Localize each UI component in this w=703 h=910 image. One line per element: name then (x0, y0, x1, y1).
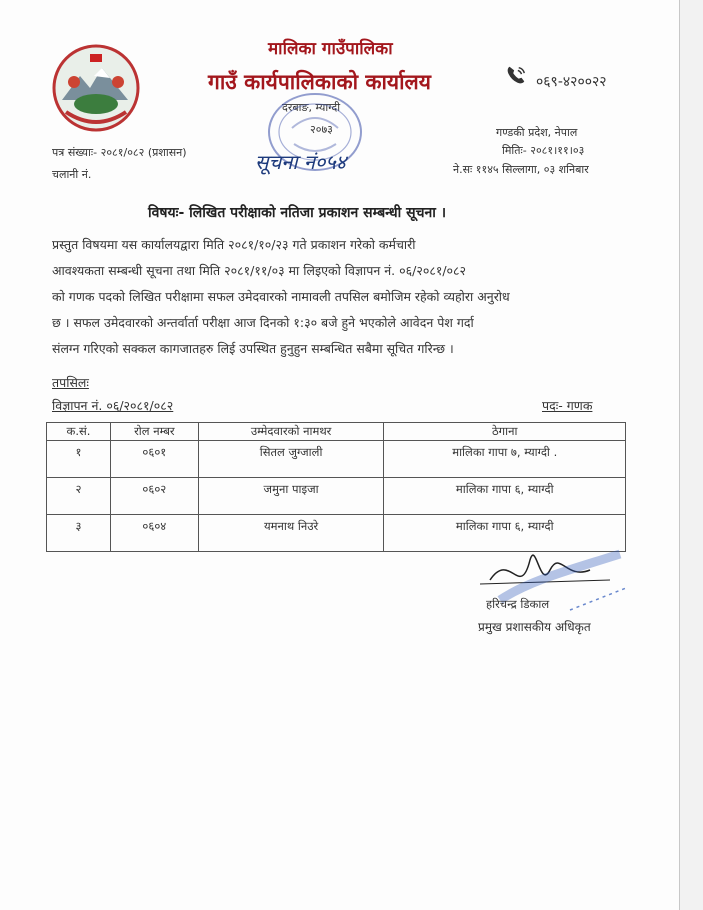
letter-number: पत्र संख्याः- २०८१/०८२ (प्रशासन) (52, 146, 187, 159)
cell-address: मालिका गापा ६, म्याग्दी (384, 515, 626, 552)
cell-roll-number: ०६०२ (110, 478, 198, 515)
body-line: को गणक पदको लिखित परीक्षामा सफल उमेदवारको नामावली तपसिल बमोजिम रहेको व्यहोरा अनुरोध (52, 289, 510, 304)
cell-roll-number: ०६०१ (110, 441, 198, 478)
post-name: पदः- गणक (542, 398, 593, 413)
body-line: प्रस्तुत विषयमा यस कार्यालयद्वारा मिति २०८१/१०/२३ गते प्रकाशन गरेको कर्मचारी (52, 237, 416, 252)
table-row (47, 441, 626, 478)
signature-icon (470, 540, 630, 630)
header-address: ठेगाना (384, 423, 626, 441)
established-year: २०७३ (310, 123, 333, 136)
header-roll-number: रोल नम्बर (110, 423, 198, 441)
phone-number: ०६९-४२००२२ (536, 74, 607, 90)
nepal-emblem-icon (50, 42, 142, 134)
province: गण्डकी प्रदेश, नेपाल (496, 126, 578, 139)
notice-number: सूचना नं०५४ (255, 150, 347, 174)
signatory-title: प्रमुख प्रशासकीय अधिकृत (478, 620, 591, 634)
header-serial: क.सं. (47, 423, 111, 441)
notice-subject: विषयः- लिखित परीक्षाको नतिजा प्रकाशन सम्बन्धी सूचना । (148, 205, 447, 221)
org-name-office: गाउँ कार्यपालिकाको कार्यालय (208, 70, 431, 94)
cell-roll-number: ०६०४ (110, 515, 198, 552)
advertisement-number: विज्ञापन नं. ०६/२०८१/०८२ (52, 398, 174, 413)
cell-address: मालिका गापा ७, म्याग्दी . (384, 441, 626, 478)
table-row (47, 478, 626, 515)
notice-body (52, 232, 628, 362)
table-header-row (47, 423, 626, 441)
cell-candidate-name: यमनाथ निउरे (198, 515, 384, 552)
address-line: दरबाङ, म्याग्दी (282, 101, 341, 114)
letter-date: मितिः- २०८१।११।०३ (502, 144, 585, 157)
signatory-name: हरिचन्द्र डिकाल (486, 597, 550, 611)
nepal-sambat-date: ने.सः ११४५ सिल्लागा, ०३ शनिबार (453, 163, 589, 176)
scan-edge (679, 0, 703, 910)
cell-serial: ३ (47, 515, 111, 552)
results-table (46, 422, 626, 552)
cell-serial: २ (47, 478, 111, 515)
body-line: संलग्न गरिएको सक्कल कागजातहरु लिई उपस्थित हुनुहुन सम्बन्धित सबैमा सूचित गरिन्छ । (52, 341, 454, 356)
details-label: तपसिलः (52, 375, 89, 390)
body-line: छ । सफल उमेदवारको अन्तर्वार्ता परीक्षा आज दिनको १:३० बजे हुने भएकोले आवेदन पेश गर्दा (52, 315, 474, 330)
cell-serial: १ (47, 441, 111, 478)
header-candidate-name: उम्मेदवारको नामथर (198, 423, 384, 441)
org-name-municipality: मालिका गाउँपालिका (268, 39, 393, 59)
cell-address: मालिका गापा ६, म्याग्दी (384, 478, 626, 515)
phone-icon (505, 64, 527, 86)
dispatch-number: चलानी नं. (52, 168, 92, 181)
cell-candidate-name: सितल जुग्जाली (198, 441, 384, 478)
cell-candidate-name: जमुना पाइजा (198, 478, 384, 515)
body-line: आवश्यकता सम्बन्धी सूचना तथा मिति २०८१/११/०३ मा लिइएको विज्ञापन नं. ०६/२०८१/०८२ (52, 263, 467, 278)
